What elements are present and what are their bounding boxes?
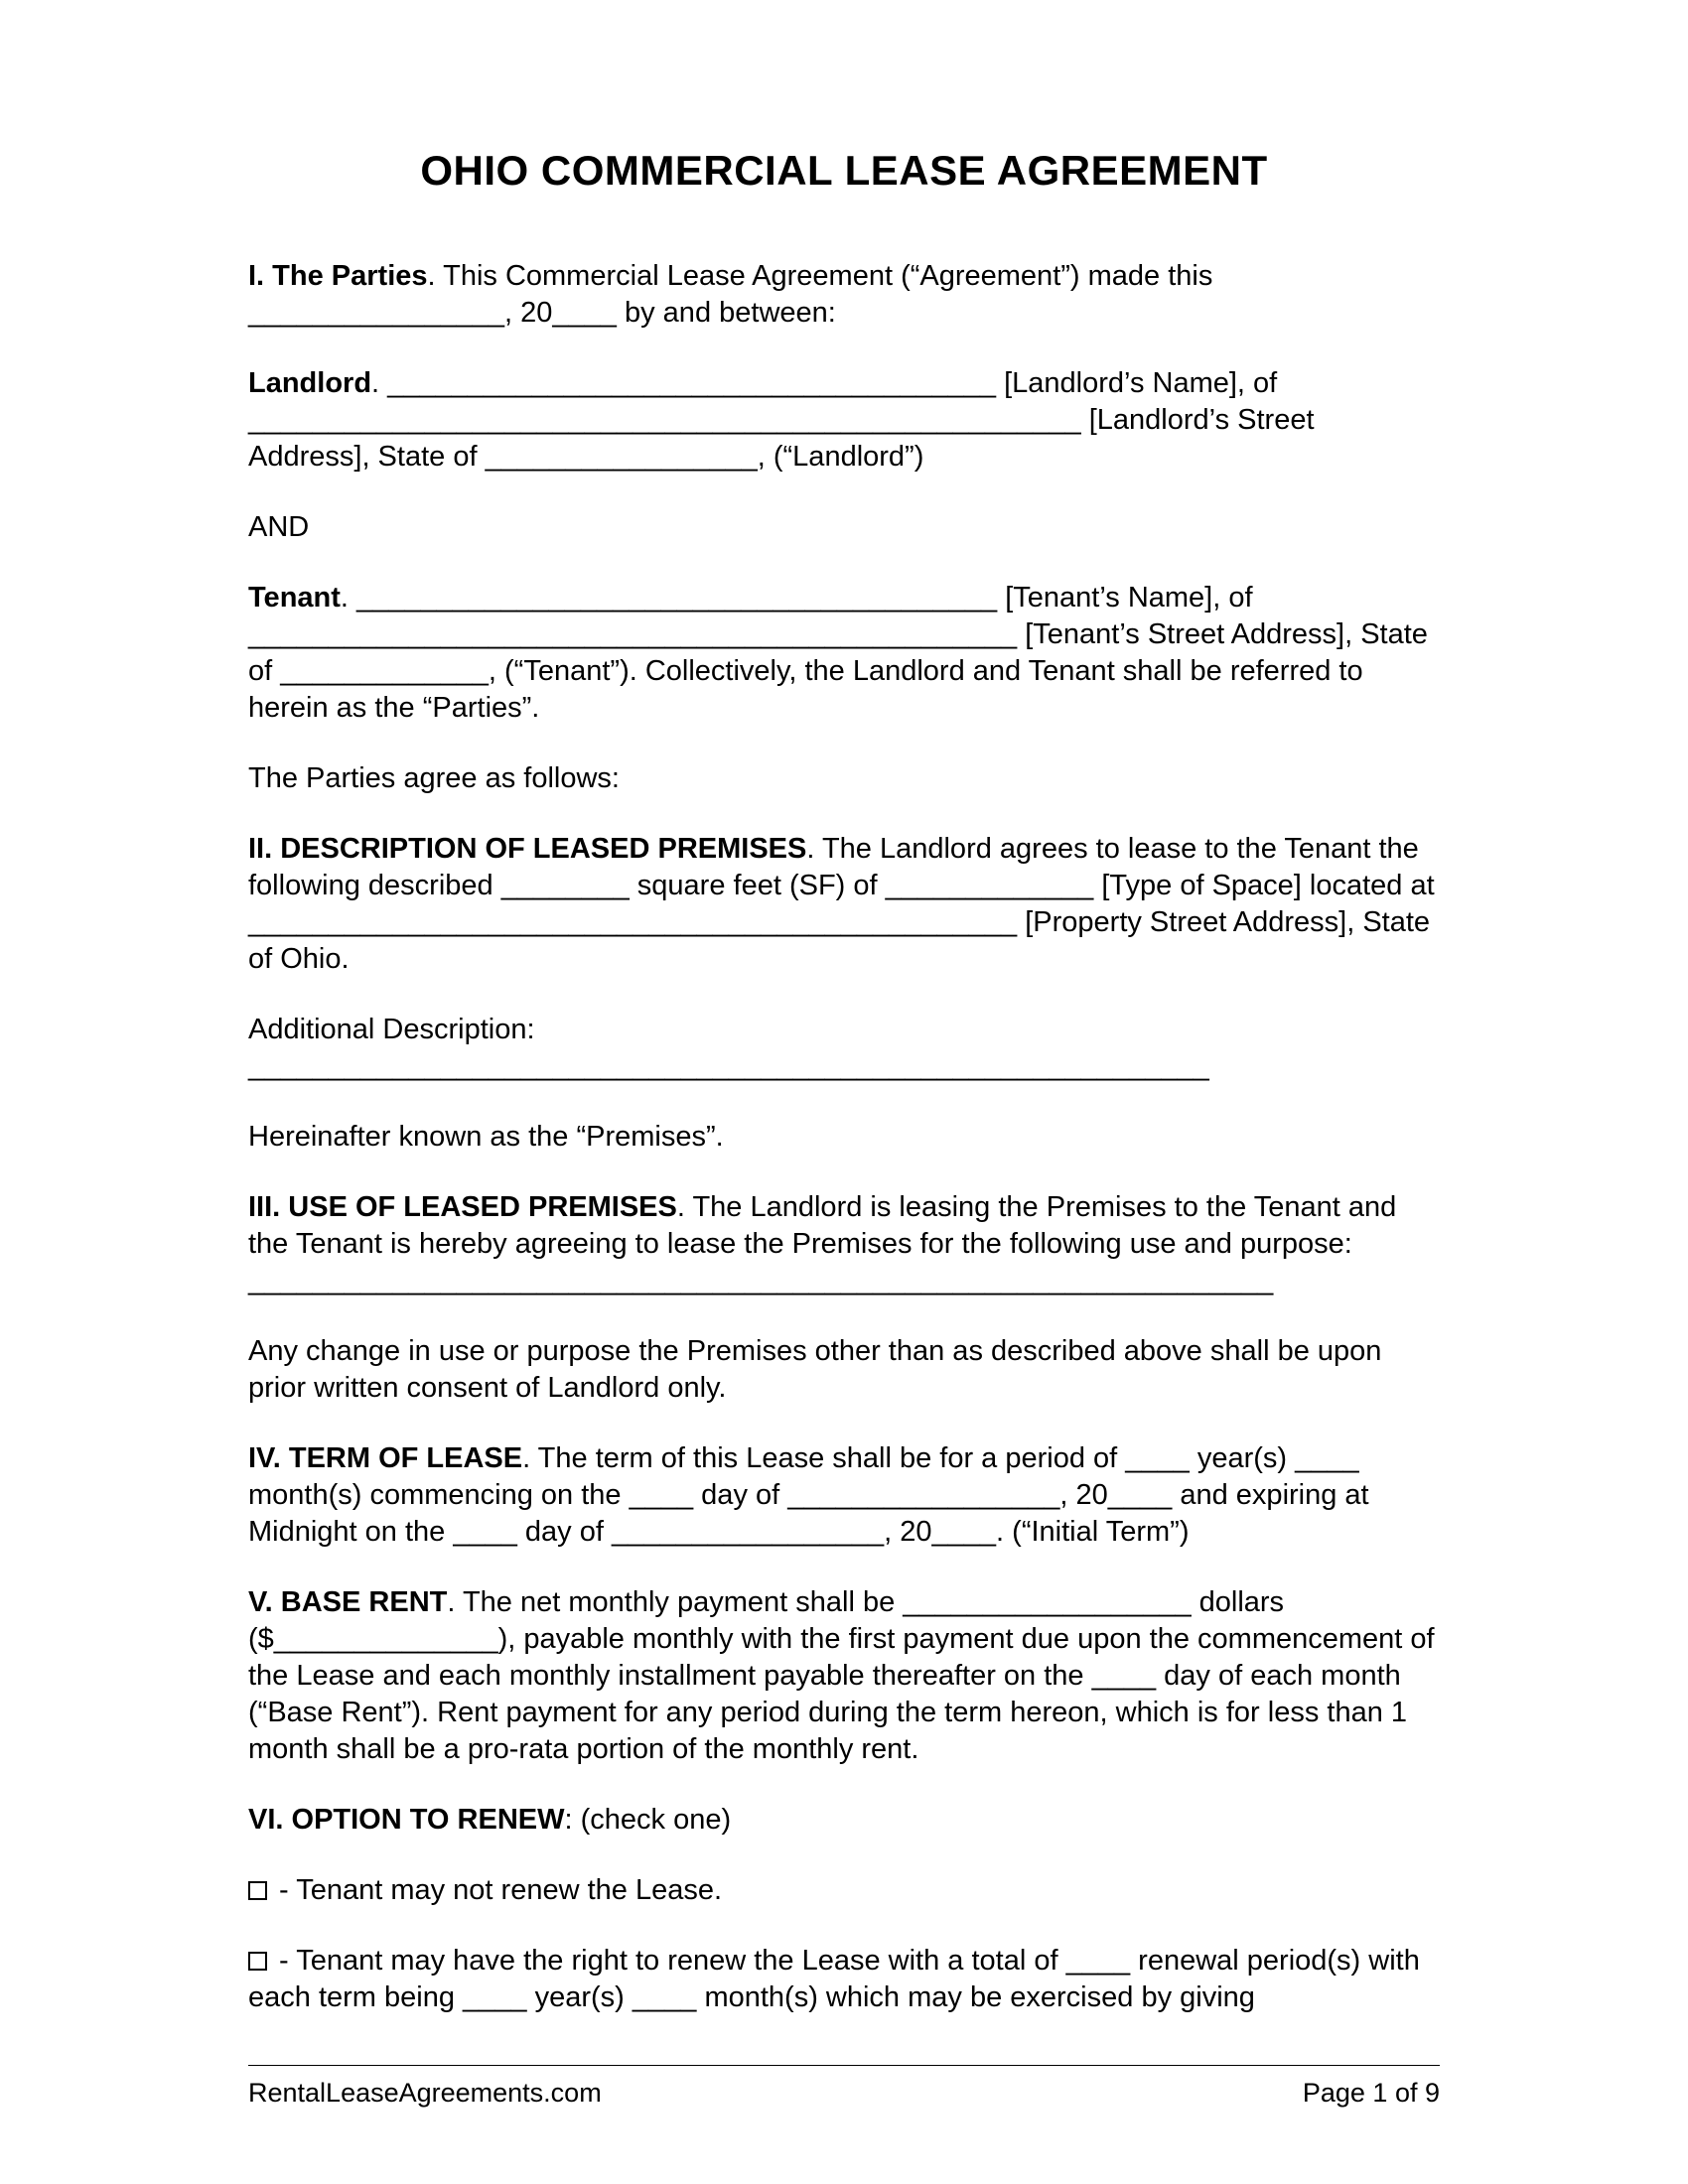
and-label — [248, 509, 1440, 546]
description-heading: II. DESCRIPTION OF LEASED PREMISES — [248, 833, 807, 865]
term-text: . The term of this Lease shall be for a period of ____ year(s) ____ month(s) commencing on the ____ day of _________________, 20____ and expiring at Midnight on the ____ day of _________________, 20____. (“Initial Term”) — [248, 1442, 1369, 1548]
renew-option-no-row — [248, 1872, 1440, 1909]
use-change-paragraph — [248, 1333, 1440, 1407]
tenant-text: . ________________________________________ [Tenant’s Name], of ________________________________________________ [Tenant’s Street Address], State of _____________, (“Tenant”). Collectively, the Landlord and Tenant shall be referred to herein as the “Parties”. — [248, 582, 1428, 724]
document-title: OHIO COMMERCIAL LEASE AGREEMENT — [420, 147, 1268, 194]
tenant-paragraph — [248, 580, 1440, 727]
section-description-premises — [248, 831, 1440, 978]
base-rent-heading: V. BASE RENT — [248, 1586, 448, 1618]
section-parties — [248, 258, 1440, 332]
renew-heading: VI. OPTION TO RENEW — [248, 1804, 565, 1836]
use-text: . The Landlord is leasing the Premises to the Tenant and the Tenant is hereby agreeing to lease the Premises for the following use and purpose: ________________________________________________________________ — [248, 1191, 1397, 1297]
section-parties-heading: I. The Parties — [248, 260, 428, 292]
landlord-heading: Landlord — [248, 367, 372, 399]
checkbox-unchecked-icon[interactable] — [248, 1952, 267, 1971]
section-term-of-lease — [248, 1440, 1440, 1551]
checkbox-unchecked-icon[interactable] — [248, 1881, 267, 1900]
section-use-premises — [248, 1189, 1440, 1299]
renew-option-yes-text: - Tenant may have the right to renew the Lease with a total of ____ renewal period(s) with each term being ____ year(s) ____ month(s) which may be exercised by giving — [248, 1945, 1420, 2013]
renew-option-no-text: - Tenant may not renew the Lease. — [279, 1874, 723, 1906]
parties-agree-line — [248, 760, 1440, 797]
additional-description-text: Additional Description: ____________________________________________________________ — [248, 1014, 1209, 1082]
renew-subtitle: : (check one) — [564, 1804, 732, 1836]
term-heading: IV. TERM OF LEASE — [248, 1442, 523, 1474]
parties-agree-text: The Parties agree as follows: — [248, 762, 620, 794]
landlord-paragraph — [248, 365, 1440, 476]
tenant-heading: Tenant — [248, 582, 341, 614]
description-text: . The Landlord agrees to lease to the Tenant the following described ________ square feet (SF) of _____________ [Type of Space] located at ________________________________________________ [Property Street Address], State of Ohio. — [248, 833, 1435, 975]
use-change-text: Any change in use or purpose the Premises other than as described above shall be upon prior written consent of Landlord only. — [248, 1335, 1382, 1404]
base-rent-text: . The net monthly payment shall be __________________ dollars ($______________), payable monthly with the first payment due upon the commencement of the Lease and each monthly installment payable thereafter on the ____ day of each month (“Base Rent”). Rent payment for any period during the term hereon, which is for less than 1 month shall be a pro-rata portion of the monthly rent. — [248, 1586, 1435, 1765]
footer-page-number: Page 1 of 9 — [1302, 2078, 1440, 2108]
footer-site-link[interactable]: RentalLeaseAgreements.com — [248, 2078, 602, 2108]
additional-description-line — [248, 1012, 1440, 1085]
renew-option-yes-row — [248, 1943, 1440, 2016]
page-footer — [248, 2065, 1440, 2109]
section-base-rent — [248, 1584, 1440, 1768]
premises-known-as-text: Hereinafter known as the “Premises”. — [248, 1121, 724, 1153]
use-heading: III. USE OF LEASED PREMISES — [248, 1191, 677, 1223]
premises-known-as-line — [248, 1119, 1440, 1156]
section-parties-text: . This Commercial Lease Agreement (“Agreement”) made this ________________, 20____ by and between: — [248, 260, 1213, 329]
section-option-to-renew — [248, 1802, 1440, 1839]
and-text: AND — [248, 511, 310, 543]
landlord-text: . ______________________________________ [Landlord’s Name], of ____________________________________________________ [Landlord’s Street Address], State of _________________, (“Landlord”) — [248, 367, 1315, 473]
